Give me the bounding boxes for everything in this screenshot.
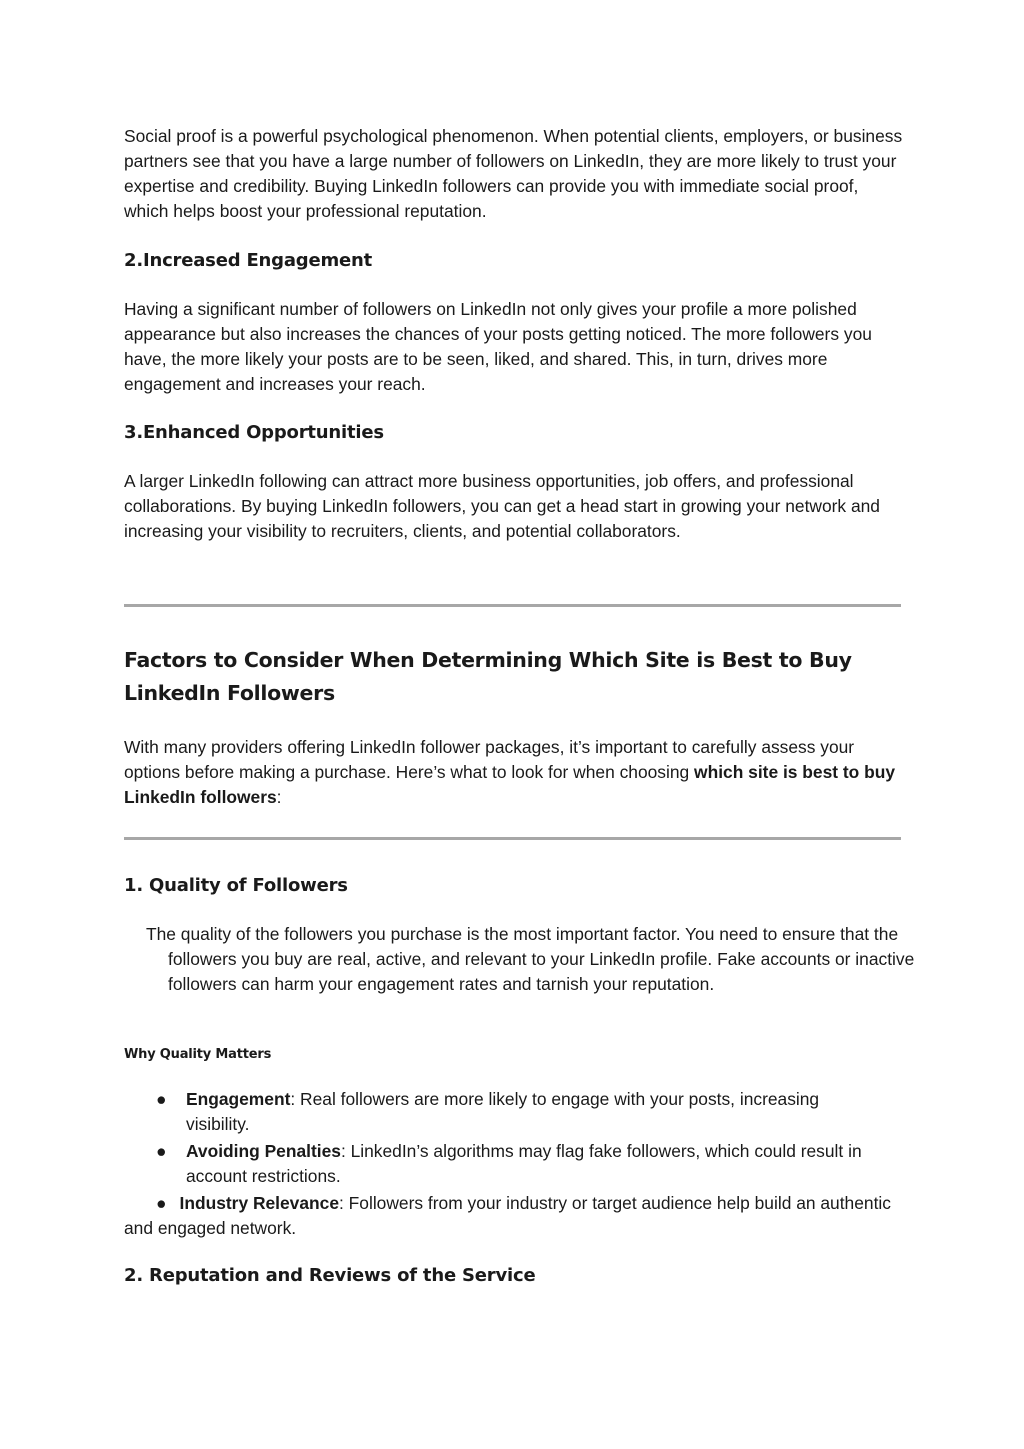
bullet-icon: ● — [156, 1089, 167, 1109]
heading-factors: Factors to Consider When Determining Which Site is Best to Buy LinkedIn Followers — [124, 648, 852, 705]
list-item-desc: : Followers from your industry or target audience help build an authentic and engaged network. — [124, 1193, 891, 1238]
list-item-term: Avoiding Penalties — [186, 1141, 341, 1161]
list-item-term: Engagement — [186, 1089, 291, 1109]
factors-intro-end: : — [276, 787, 282, 807]
heading-reputation-and-reviews: 2. Reputation and Reviews of the Service — [124, 1265, 536, 1286]
factors-intro-text: With many providers offering LinkedIn follower packages, it’s important to carefully assess your options before making a purchase. Here’s what to look for when choosing — [124, 737, 855, 782]
intro-paragraph: Social proof is a powerful psychological phenomenon. When potential clients, employers, or business partners see that you have a large number of followers on LinkedIn, they are more likely to trust your expertise and credibility. Buying LinkedIn followers can provide you with immediate social proof, which helps boost your professional reputation. — [124, 126, 903, 221]
list-item — [124, 1191, 894, 1241]
paragraph-factors-intro — [124, 735, 904, 810]
bullet-icon: ● — [156, 1193, 167, 1213]
heading-increased-engagement: 2.Increased Engagement — [124, 250, 373, 271]
paragraph-quality-of-followers: The quality of the followers you purchase is the most important factor. You need to ensure that the followers you buy are real, active, and relevant to your LinkedIn profile. Fake accounts or inactive followers can harm your engagement rates and tarnish your reputation. — [146, 924, 915, 994]
paragraph-increased-engagement: Having a significant number of followers on LinkedIn not only gives your profile a more polished appearance but also increases the chances of your posts getting noticed. The more followers you have, the more likely your posts are to be seen, liked, and shared. This, in turn, drives more engagement and increases your reach. — [124, 299, 872, 394]
paragraph-enhanced-opportunities: A larger LinkedIn following can attract more business opportunities, job offers, and professional collaborations. By buying LinkedIn followers, you can get a head start in growing your network and increasing your visibility to recruiters, clients, and potential collaborators. — [124, 471, 880, 541]
list-item-desc: : Real followers are more likely to engage with your posts, increasing visibility. — [186, 1089, 820, 1134]
factors-intro-bold: which site is best to buy LinkedIn followers — [124, 762, 896, 807]
divider-rule — [124, 837, 901, 840]
list-item-text — [186, 1139, 886, 1189]
list-item-desc: : LinkedIn’s algorithms may flag fake followers, which could result in account restrictions. — [186, 1141, 862, 1186]
heading-enhanced-opportunities: 3.Enhanced Opportunities — [124, 422, 384, 443]
subheading-why-quality-matters: Why Quality Matters — [124, 1047, 272, 1062]
bullet-icon: ● — [156, 1141, 167, 1161]
divider-rule — [124, 604, 901, 607]
heading-quality-of-followers: 1. Quality of Followers — [124, 875, 348, 896]
list-item — [124, 1139, 904, 1189]
list-item-term: Industry Relevance — [179, 1193, 339, 1213]
list-item — [124, 1087, 904, 1137]
list-item-text — [186, 1087, 886, 1137]
